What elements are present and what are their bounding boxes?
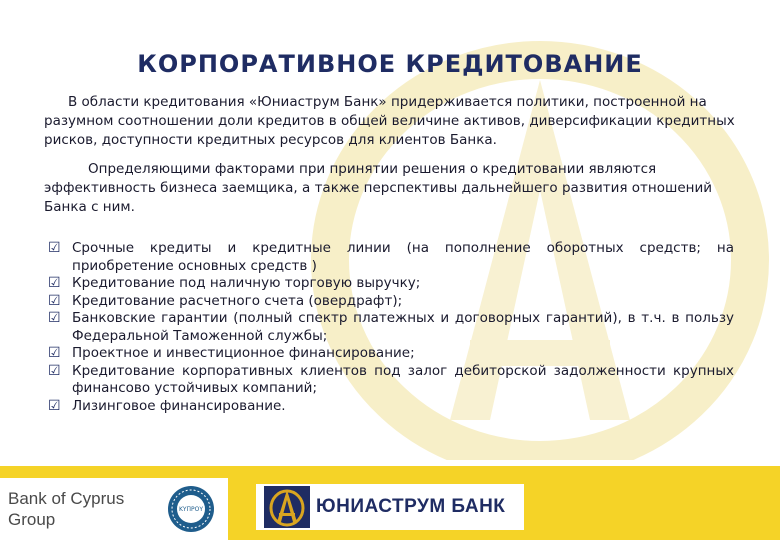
list-item: [48, 363, 734, 398]
uniastrum-emblem-icon: [264, 486, 310, 528]
list-item: [48, 240, 734, 275]
bank-of-cyprus-logo: [0, 478, 228, 540]
credit-products-list: [48, 240, 734, 415]
page-title: КОРПОРАТИВНОЕ КРЕДИТОВАНИЕ: [137, 50, 643, 78]
list-item-text: Проектное и инвестиционное финансирование;: [72, 345, 415, 361]
factors-paragraph: Определяющими факторами при принятии решения о кредитовании являются эффективность бизнеса заемщика, а также перспективы дальнейшего развития отношений Банка с ним.: [44, 161, 713, 215]
bank-of-cyprus-wordmark: [8, 488, 124, 530]
boc-line-1: Bank of Cyprus: [8, 489, 125, 508]
intro-paragraph: В области кредитования «Юниаструм Банк» придерживается политики, построенной на разумном соотношении доли кредитов в общей величине активов, диверсификации кредитных рисков, доступности кредитных ресурсов для клиентов Банка.: [44, 94, 735, 148]
list-item-text: Кредитование расчетного счета (овердрафт);: [72, 292, 403, 309]
checkbox-icon: ☑: [48, 362, 61, 379]
list-item: [48, 275, 734, 293]
checkbox-icon: ☑: [48, 292, 61, 309]
checkbox-icon: ☑: [48, 240, 61, 256]
list-item-text: Банковские гарантии (полный спектр платежных и договорных гарантий), в т.ч. в пользу Федеральной Таможенной службы;: [72, 310, 734, 344]
uniastrum-bank-logo: [256, 484, 524, 530]
checkbox-icon: ☑: [48, 275, 61, 291]
boc-line-2: Group: [8, 510, 56, 529]
svg-text:ΚΥΠΡΟΥ: ΚΥΠΡΟΥ: [178, 506, 204, 513]
list-item-text: Кредитование корпоративных клиентов под залог дебиторской задолженности крупных финансово устойчивых компаний;: [72, 362, 734, 396]
list-item: [48, 293, 734, 311]
list-item-text: Кредитование под наличную торговую выручку;: [72, 275, 421, 291]
checkbox-icon: ☑: [48, 345, 61, 361]
list-item-text: Лизинговое финансирование.: [72, 397, 286, 414]
list-item-text: Срочные кредиты и кредитные линии (на пополнение оборотных средств; на приобретение основных средств ): [72, 240, 734, 274]
checkbox-icon: ☑: [48, 397, 61, 414]
list-item: [48, 398, 734, 416]
bank-of-cyprus-seal-icon: [166, 484, 216, 534]
uniastrum-wordmark: ЮНИАСТРУМ БАНК: [316, 496, 506, 517]
checkbox-icon: ☑: [48, 310, 61, 326]
list-item: [48, 345, 734, 363]
list-item: [48, 310, 734, 345]
